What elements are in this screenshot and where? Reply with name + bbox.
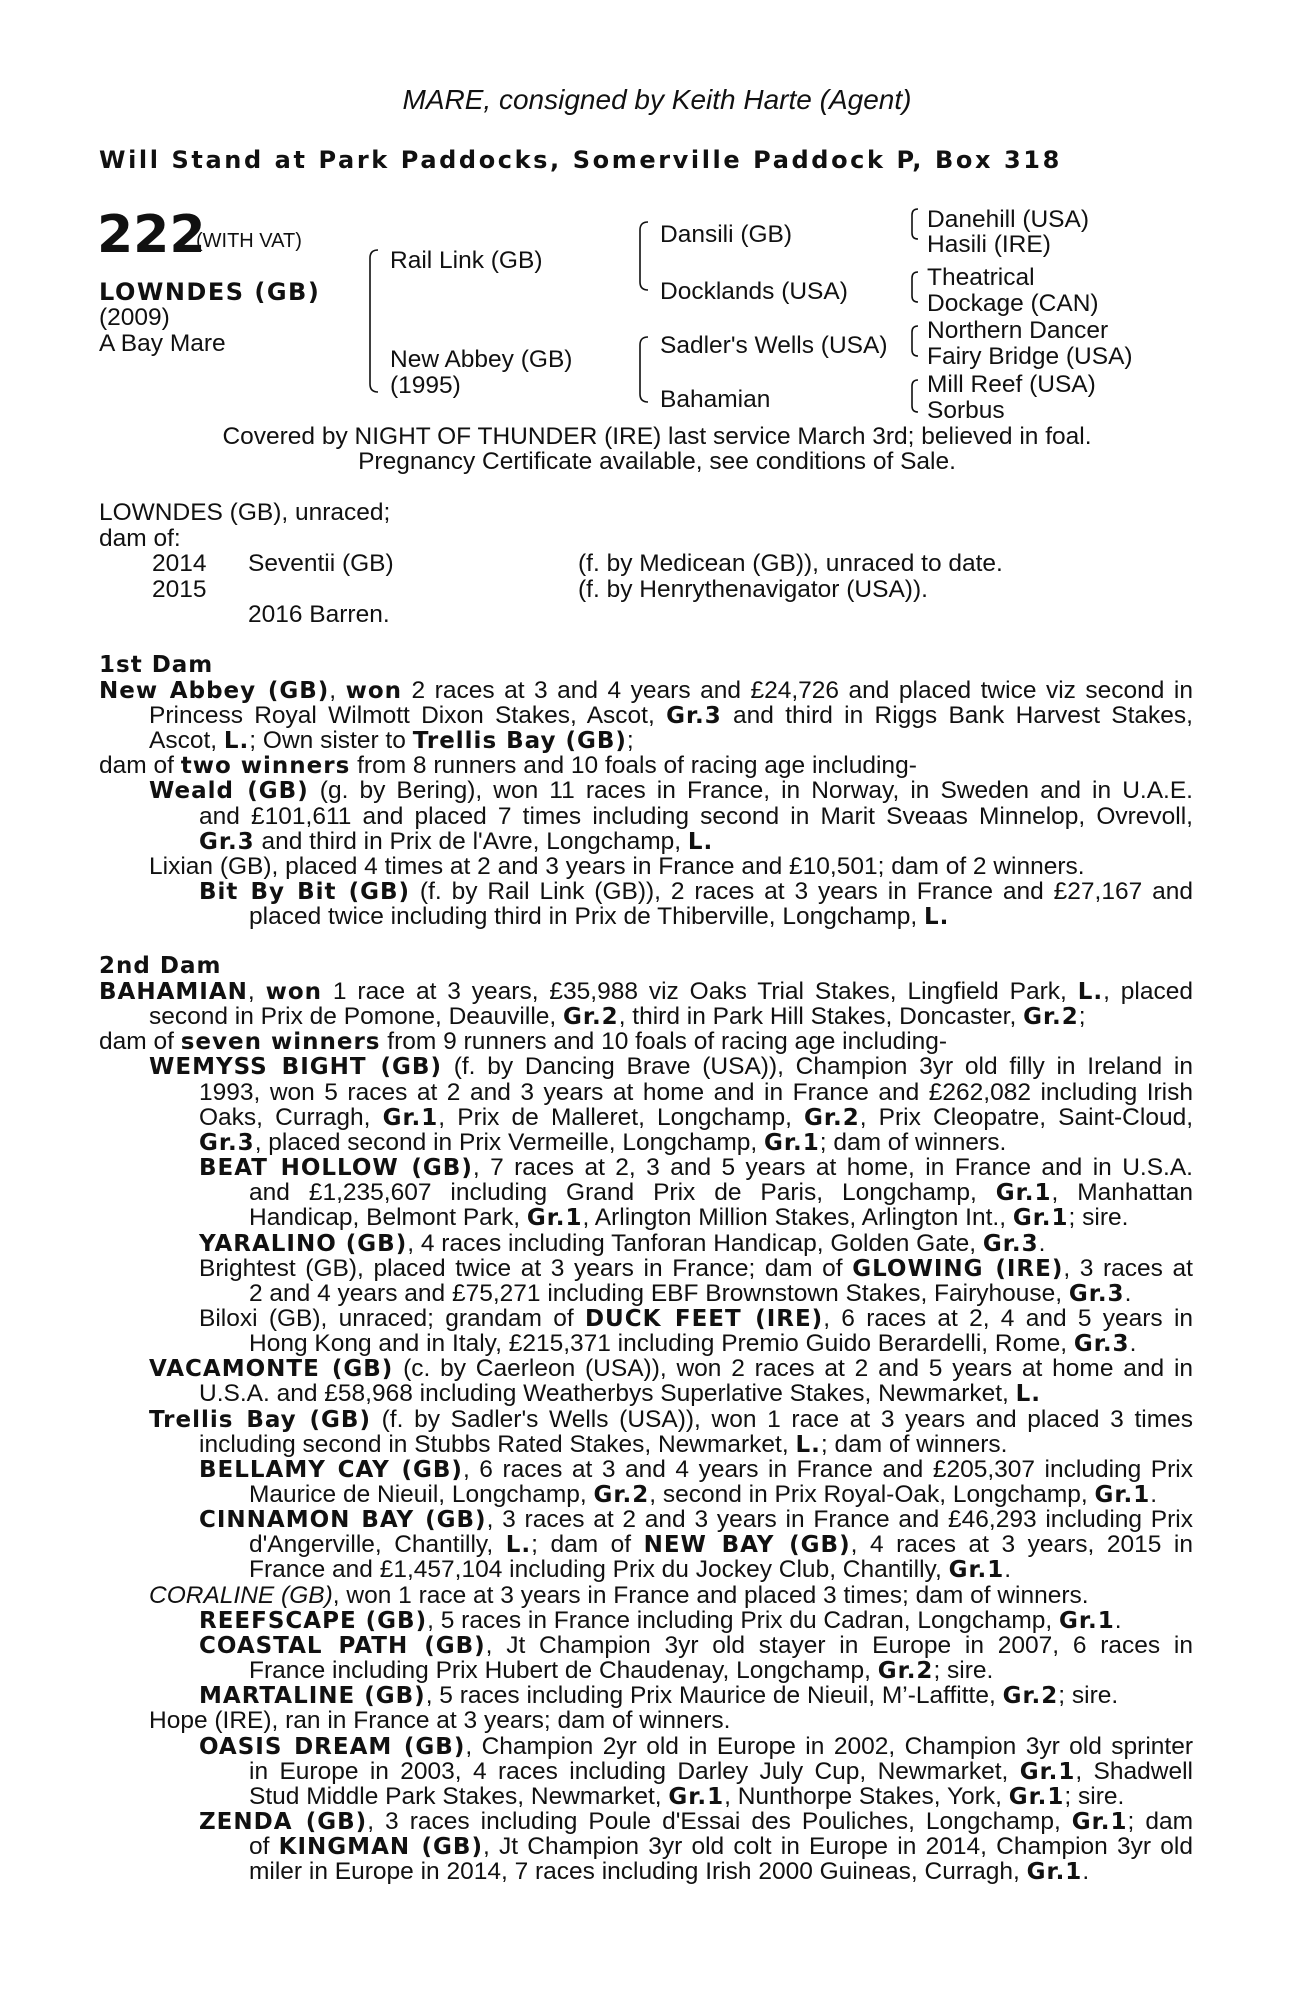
text-run: ; sire. [1058,1682,1119,1710]
lot-number: 222 [97,205,206,265]
ds-bracket [912,326,918,356]
first_dam-line [249,903,949,931]
bold-highlight: Gr.2 [804,1104,860,1131]
text-run: , 6 races at 3 and 4 years in France and £205,307 including Prix [462,1455,1193,1483]
text-run: , placed second in Prix Vermeille, Longchamp, [254,1128,765,1156]
second_dam-line [249,1783,1124,1811]
text-run: (g. by Bering), won 11 races in France, in Norway, in Sweden and in U.A.E. [308,777,1193,805]
text-run: 2 races at 3 and 4 years and £24,726 and placed twice viz second in [402,677,1193,704]
text-run: and £101,611 and placed 7 times including second in Marit Sveaas Minnelop, Ovrevoll, [199,802,1193,830]
bold-highlight: MARTALINE (GB) [199,1683,426,1710]
dd-dam: Sorbus [927,397,1005,424]
produce-dam-of: dam of: [99,525,181,552]
bold-highlight: L. [505,1532,532,1559]
text-run: , 7 races at 2, 3 and 5 years at home, in France and in U.S.A. [472,1154,1193,1182]
bold-highlight: L. [795,1431,821,1458]
bold-highlight: two winners [180,753,351,780]
bold-highlight: Gr.3 [666,703,722,730]
text-run: ; dam of winners. [820,1430,1008,1458]
first_dam-line [199,878,1193,906]
second_dam-line [199,1632,1193,1660]
ss-dam: Hasili (IRE) [927,231,1051,258]
text-run: (c. by Caerleon (USA)), won 2 races at 2 and 5 years at home and in [393,1355,1194,1383]
bold-highlight: WEMYSS BIGHT (GB) [149,1054,442,1081]
text-run: , 4 races including Tanforan Handicap, Golden Gate, [407,1229,983,1257]
bold-highlight: Gr.3 [199,828,255,855]
produce-name: Seventii (GB) [248,550,394,577]
second_dam-line [149,1003,1086,1031]
text-run: . [1004,1556,1012,1584]
bold-highlight: BELLAMY CAY (GB) [199,1456,463,1483]
bold-highlight: Gr.3 [199,1129,255,1156]
bold-highlight: Gr.1 [1019,1758,1076,1785]
second_dam-line [199,1380,1041,1408]
text-run: Maurice de Nieuil, Longchamp, [249,1481,594,1508]
second_dam-line [199,1607,1122,1635]
text-run: (f. by Sadler's Wells (USA)), won 1 race at 3 years and placed 3 times [370,1405,1193,1433]
second_dam-line [249,1481,1157,1509]
bold-highlight: REEFSCAPE (GB) [199,1607,428,1634]
bold-highlight: Gr.1 [948,1557,1005,1584]
text-run: from 8 runners and 10 foals of racing age including- [350,752,917,780]
text-run: and third in Riggs Bank Harvest Stakes, [721,702,1193,730]
bold-highlight: Gr.1 [526,1205,583,1232]
text-run: ; sire. [1068,1204,1129,1232]
text-run: Oaks, Curragh, [199,1103,383,1131]
second_dam-line [249,1531,1193,1559]
text-run: 1 race at 3 years, £35,988 viz Oaks Trial Stakes, Lingfield Park, [322,978,1078,1005]
ss-sire: Danehill (USA) [927,206,1090,233]
bold-highlight: L. [223,728,250,755]
text-run: . [1150,1481,1158,1508]
bold-highlight: Gr.2 [1002,1683,1059,1710]
bold-highlight: won [345,678,403,704]
first_dam-line [99,677,1193,705]
text-run: (f. by Dancing Brave (USA)), Champion 3yr old filly in Ireland in [441,1053,1194,1081]
bold-highlight: DUCK FEET (IRE) [584,1305,824,1332]
text-run: , won 1 race at 3 years in France and placed 3 times; dam of winners. [332,1581,1089,1609]
mare-name: LOWNDES (GB) [99,278,321,306]
text-run: France including Prix Hubert de Chaudenay, Longchamp, [249,1657,878,1685]
text-run: . [1114,1606,1122,1634]
bold-highlight: Gr.2 [877,1658,934,1685]
bold-highlight: L. [924,903,950,930]
text-run: , Nunthorpe Stakes, York, [724,1782,1009,1810]
second_dam-line [249,1204,1128,1232]
text-run: and £1,235,607 including Grand Prix de Paris, Longchamp, [249,1179,996,1207]
text-run: Hong Kong and in Italy, £215,371 including Premio Guido Berardelli, Rome, [249,1330,1074,1358]
dam-dam: Bahamian [660,386,771,413]
second_dam-line [199,1104,1193,1132]
second_dam-line [249,1657,993,1685]
bold-highlight: New Abbey (GB) [99,678,330,704]
bold-highlight: Gr.1 [1008,1783,1065,1810]
dd-sire: Mill Reef (USA) [927,371,1096,398]
second_dam-line [249,1556,1011,1584]
bold-highlight: Gr.1 [1071,1808,1128,1835]
dam-sire: Sadler's Wells (USA) [660,332,888,359]
covering-note: Covered by NIGHT OF THUNDER (IRE) last service March 3rd; believed in foal. [222,423,1092,450]
sd-sire: Theatrical [927,264,1035,291]
bold-highlight: Gr.2 [1023,1004,1079,1031]
second_dam-line [199,1129,1006,1157]
text-run: . [1082,1858,1090,1886]
bold-highlight: Gr.1 [995,1180,1052,1207]
second_dam-line [199,1456,1193,1484]
bold-highlight: Gr.1 [1094,1482,1151,1508]
dam-bracket [640,337,648,402]
text-run: , 3 races including Poule d'Essai des Pouliches, Longchamp, [367,1807,1072,1835]
text-run: . [1129,1330,1137,1358]
text-run: dam of [99,752,181,780]
text-run: , 5 races including Prix Maurice de Nieuil, M’-Laffitte, [425,1682,1003,1710]
first_dam-line [149,777,1193,805]
text-run: Stud Middle Park Stakes, Newmarket, [249,1782,669,1810]
text-run: dam of [99,1028,181,1056]
second_dam-line [99,978,1193,1006]
bold-highlight: GLOWING (IRE) [852,1255,1064,1282]
bold-highlight: L. [1077,979,1104,1005]
text-run: , placed [1103,978,1193,1005]
bold-highlight: Gr.3 [1073,1331,1130,1358]
gen1-bracket [370,250,378,392]
text-run: d'Angerville, Chantilly, [249,1531,506,1559]
text-run: U.S.A. and £58,968 including Weatherbys Superlative Stakes, Newmarket, [199,1380,1016,1408]
text-run: Brightest (GB), placed twice at 3 years in France; dam of [199,1254,853,1282]
second_dam-line [199,1255,1193,1283]
text-run: , 3 races at 2 and 3 years in France and £46,293 including Prix [486,1506,1194,1534]
second_dam-line [199,1506,1193,1534]
second_dam-line [149,1582,1089,1610]
bold-highlight: L. [687,828,714,855]
bold-highlight: Trellis Bay (GB) [412,728,627,755]
text-run: Lixian (GB), placed 4 times at 2 and 3 years in France and £10,501; dam of 2 winners. [149,852,1085,880]
ds-dam: Fairy Bridge (USA) [927,343,1133,370]
text-run: , Prix Cleopatre, Saint-Cloud, [859,1103,1193,1131]
text-run: in Europe in 2003, 4 races including Darley July Cup, Newmarket, [249,1757,1020,1785]
bold-highlight: BAHAMIAN [99,979,248,1005]
first_dam-line [149,727,634,755]
text-run: France and £1,457,104 including Prix du Jockey Club, Chantilly, [249,1556,949,1584]
text-run: , [329,677,346,704]
stand-location: Will Stand at Park Paddocks, Somerville Paddock P, Box 318 [99,146,1062,174]
catalogue-title: MARE, consigned by Keith Harte (Agent) [402,84,912,115]
second_dam-line [249,1330,1136,1358]
bold-highlight: Gr.1 [1059,1607,1115,1634]
first_dam-line [149,853,1085,881]
text-run: ; dam of [531,1531,644,1559]
mare-colour: A Bay Mare [99,330,226,357]
sire-bracket [640,222,648,290]
bold-highlight: won [265,979,323,1005]
bold-highlight: Gr.3 [982,1230,1039,1257]
text-run: from 9 runners and 10 foals of racing age including- [380,1028,948,1056]
bold-highlight: L. [1015,1381,1042,1408]
text-run: miler in Europe in 2014, 7 races including Irish 2000 Guineas, Curragh, [249,1858,1027,1886]
produce-year: 2014 [152,550,207,577]
text-run: , 4 races at 3 years, 2015 in [850,1531,1193,1559]
second_dam-line [249,1179,1193,1207]
bold-highlight: CINNAMON BAY (GB) [199,1507,487,1534]
second_dam-line [199,1230,1045,1258]
second_dam-line [199,1154,1193,1182]
text-run: , Jt Champion 3yr old colt in Europe in 2014, Champion 3yr old [482,1833,1193,1861]
first_dam-line [149,702,1193,730]
text-run: , Champion 2yr old in Europe in 2002, Champion 3yr old sprinter [465,1732,1193,1760]
dam-name: New Abbey (GB) [390,346,573,373]
second_dam-line [199,1808,1193,1836]
second_dam-line [199,1305,1193,1333]
second_dam-line [149,1707,730,1735]
first-dam-heading: 1st Dam [99,652,214,678]
sire-dam: Docklands (USA) [660,278,848,305]
bold-highlight: Gr.2 [563,1004,619,1031]
text-run: Handicap, Belmont Park, [249,1204,527,1232]
sire-sire: Dansili (GB) [660,221,793,248]
bold-highlight: Gr.1 [668,1783,725,1810]
bold-highlight: OASIS DREAM (GB) [199,1733,466,1760]
bold-highlight: ZENDA (GB) [199,1808,368,1835]
text-run: ; sire. [1064,1782,1125,1810]
bold-highlight: COASTAL PATH (GB) [199,1632,486,1659]
ss-bracket [912,209,918,239]
text-run: , Arlington Million Stakes, Arlington Int., [582,1204,1013,1232]
produce-intro: LOWNDES (GB), unraced; [99,499,391,526]
vat-note: (WITH VAT) [196,230,302,252]
dd-bracket [912,380,918,412]
second_dam-line [249,1858,1089,1886]
text-run: including second in Stubbs Rated Stakes, Newmarket, [199,1430,796,1458]
second_dam-line [199,1079,1193,1107]
bold-highlight: Gr.2 [593,1482,650,1508]
ds-sire: Northern Dancer [927,317,1109,344]
produce-year: 2015 [152,576,207,603]
text-run: . [1038,1229,1046,1257]
produce-note: (f. by Henrythenavigator (USA)). [578,576,928,603]
bold-highlight: VACAMONTE (GB) [149,1356,394,1383]
bold-highlight: YARALINO (GB) [199,1230,408,1257]
text-run: , 6 races at 2, 4 and 5 years in [823,1304,1194,1332]
first_dam-line [199,803,1193,831]
text-run: CORALINE (GB) [149,1581,333,1609]
second_dam-line [99,1028,947,1056]
text-run: , second in Prix Royal-Oak, Longchamp, [649,1481,1095,1508]
text-run: 2 and 4 years and £75,271 including EBF Brownstown Stakes, Fairyhouse, [249,1279,1069,1307]
bold-highlight: Gr.1 [382,1104,439,1131]
text-run: , 5 races in France including Prix du Cadran, Longchamp, [427,1606,1060,1634]
text-run: Biloxi (GB), unraced; grandam of [199,1304,585,1332]
foaling-year: (2009) [99,304,170,331]
text-run: ; sire. [933,1657,994,1685]
text-run: , 3 races at [1063,1254,1193,1282]
text-run: Princess Royal Wilmott Dixon Stakes, Ascot, [149,702,667,730]
pregnancy-note: Pregnancy Certificate available, see conditions of Sale. [358,448,956,475]
second_dam-line [249,1280,1131,1308]
second_dam-line [249,1833,1193,1861]
sire-name: Rail Link (GB) [390,247,543,274]
text-run: , [247,978,266,1005]
bold-highlight: BEAT HOLLOW (GB) [199,1155,473,1182]
bold-highlight: Gr.3 [1068,1280,1125,1307]
text-run: , Prix de Malleret, Longchamp, [438,1103,805,1131]
sd-bracket [912,272,918,302]
text-run: 1993, won 5 races at 2 and 3 years at home and in France and £262,082 including Irish [199,1078,1193,1106]
text-run: . [1124,1279,1132,1307]
sd-dam: Dockage (CAN) [927,290,1099,317]
text-run: , Shadwell [1075,1757,1193,1785]
bold-highlight: Gr.1 [1012,1205,1069,1232]
bold-highlight: Weald (GB) [149,778,309,805]
text-run: ; Own sister to [249,727,413,755]
second-dam-heading: 2nd Dam [99,953,222,979]
bold-highlight: Bit By Bit (GB) [199,878,411,905]
second_dam-line [199,1431,1007,1459]
text-run: Ascot, [149,727,224,755]
second_dam-line [149,1406,1193,1434]
text-run: , Jt Champion 3yr old stayer in Europe in 2007, 6 races in [485,1631,1193,1659]
bold-highlight: Gr.1 [1026,1859,1083,1886]
text-run: and third in Prix de l'Avre, Longchamp, [254,827,688,855]
bold-highlight: Gr.1 [764,1129,820,1156]
text-run: Hope (IRE), ran in France at 3 years; dam of winners. [149,1707,731,1735]
text-run: , third in Park Hill Stakes, Doncaster, [618,1003,1024,1031]
text-run: ; dam [1127,1807,1193,1835]
text-run: ; [626,727,634,755]
second_dam-line [199,1682,1118,1710]
first_dam-line [99,752,917,780]
bold-highlight: KINGMAN (GB) [278,1834,483,1861]
text-run: second in Prix de Pomone, Deauville, [149,1003,563,1031]
first_dam-line [199,828,713,856]
dam-year: (1995) [390,372,461,399]
bold-highlight: seven winners [180,1029,381,1056]
produce-note: (f. by Medicean (GB)), unraced to date. [578,550,1003,577]
second_dam-line [149,1053,1193,1081]
text-run: ; dam of winners. [819,1128,1007,1156]
text-run: ; [1078,1003,1086,1031]
produce-barren: 2016 Barren. [248,601,390,628]
second_dam-line [249,1758,1193,1786]
text-run: (f. by Rail Link (GB)), 2 races at 3 years in France and £27,167 and [410,877,1193,905]
bold-highlight: NEW BAY (GB) [643,1532,851,1559]
bold-highlight: Trellis Bay (GB) [149,1406,371,1433]
second_dam-line [149,1355,1193,1383]
text-run: placed twice including third in Prix de Thiberville, Longchamp, [249,902,925,930]
second_dam-line [199,1733,1193,1761]
text-run: , Manhattan [1051,1179,1193,1207]
text-run: of [249,1833,279,1861]
